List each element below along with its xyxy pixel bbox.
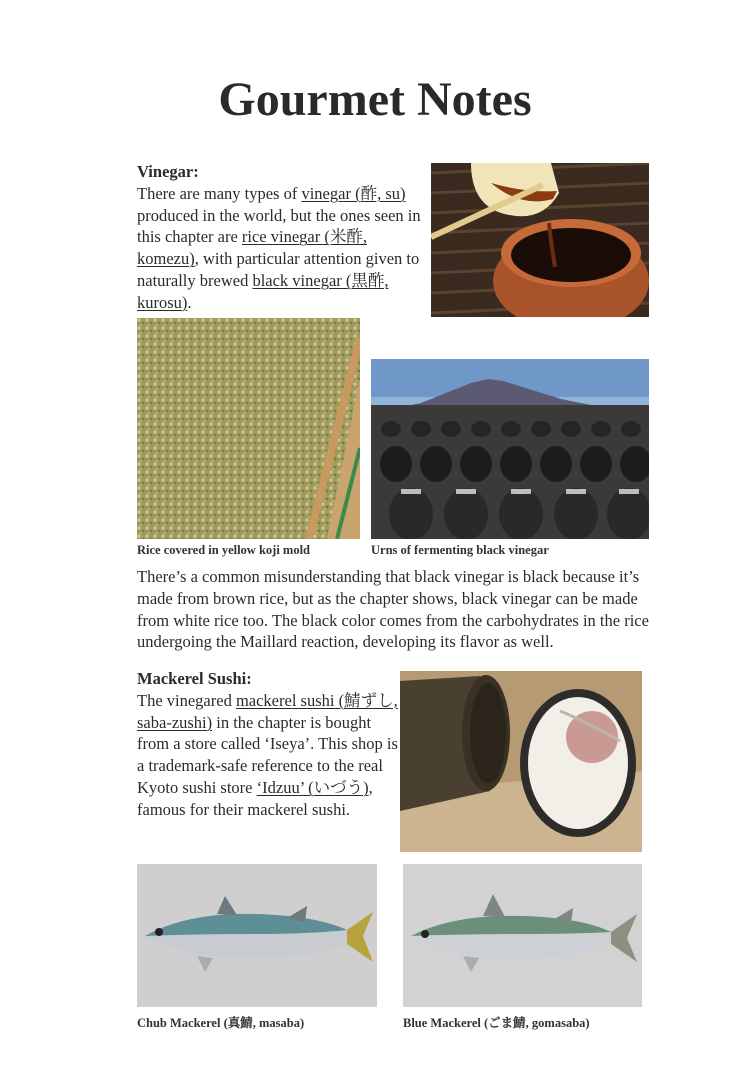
black-vinegar-link[interactable]: black vinegar (黒酢, kurosu) (137, 270, 389, 312)
idzuu-link[interactable]: ‘Idzuu’ (いづう) (256, 777, 369, 797)
chub-mackerel-caption: Chub Mackerel (真鯖, masaba) (137, 1016, 305, 1030)
koji-caption: Rice covered in yellow koji mold (137, 543, 311, 557)
mackerel-paragraph (137, 690, 399, 821)
vinegar-text-1: There are many types of (137, 183, 302, 203)
vinegar-text-2: produced in the world, but the ones seen in this chapter are (137, 205, 421, 247)
rice-vinegar-link[interactable]: rice vinegar (米酢, komezu) (137, 227, 367, 269)
page-title: Gourmet Notes (218, 73, 532, 126)
mackerel-text-3: , famous for their mackerel sushi. (137, 777, 373, 819)
blue-mackerel-caption: Blue Mackerel (ごま鯖, gomasaba) (403, 1016, 590, 1030)
urns-caption: Urns of fermenting black vinegar (371, 543, 549, 557)
vinegar-paragraph (137, 183, 421, 314)
vinegar-text-3: , with particular attention given to naturally brewed (137, 249, 420, 290)
mackerel-heading: Mackerel Sushi: (137, 669, 252, 688)
black-vinegar-note: There’s a common misunderstanding that black vinegar is black because it’s made from brown rice, but as the chapter shows, black vinegar can be made from white rice too. The black color comes from the carbohydrates in the rice undergoing the Maillard reaction, developing its flavor as well. (137, 567, 649, 652)
mackerel-sushi-image (400, 671, 642, 852)
vinegar-urns-image (371, 359, 649, 539)
vinegar-heading: Vinegar: (137, 162, 199, 181)
vinegar-link[interactable]: vinegar (酢, su) (301, 183, 406, 203)
mackerel-text-1: The vinegared (137, 690, 236, 710)
vinegar-text-4: . (187, 292, 192, 312)
vinegar-section (137, 161, 421, 314)
blue-mackerel-image (403, 864, 642, 1007)
koji-rice-image (137, 318, 360, 539)
black-vinegar-pour-image (431, 163, 649, 317)
mackerel-section (137, 668, 399, 821)
mackerel-sushi-link[interactable]: mackerel sushi (鯖ずし, saba-zushi) (137, 690, 398, 732)
chub-mackerel-image (137, 864, 377, 1007)
mackerel-text-2: in the chapter is bought from a store called ‘Iseya’. This shop is a trademark-safe reference to the real Kyoto sushi store (137, 712, 398, 797)
